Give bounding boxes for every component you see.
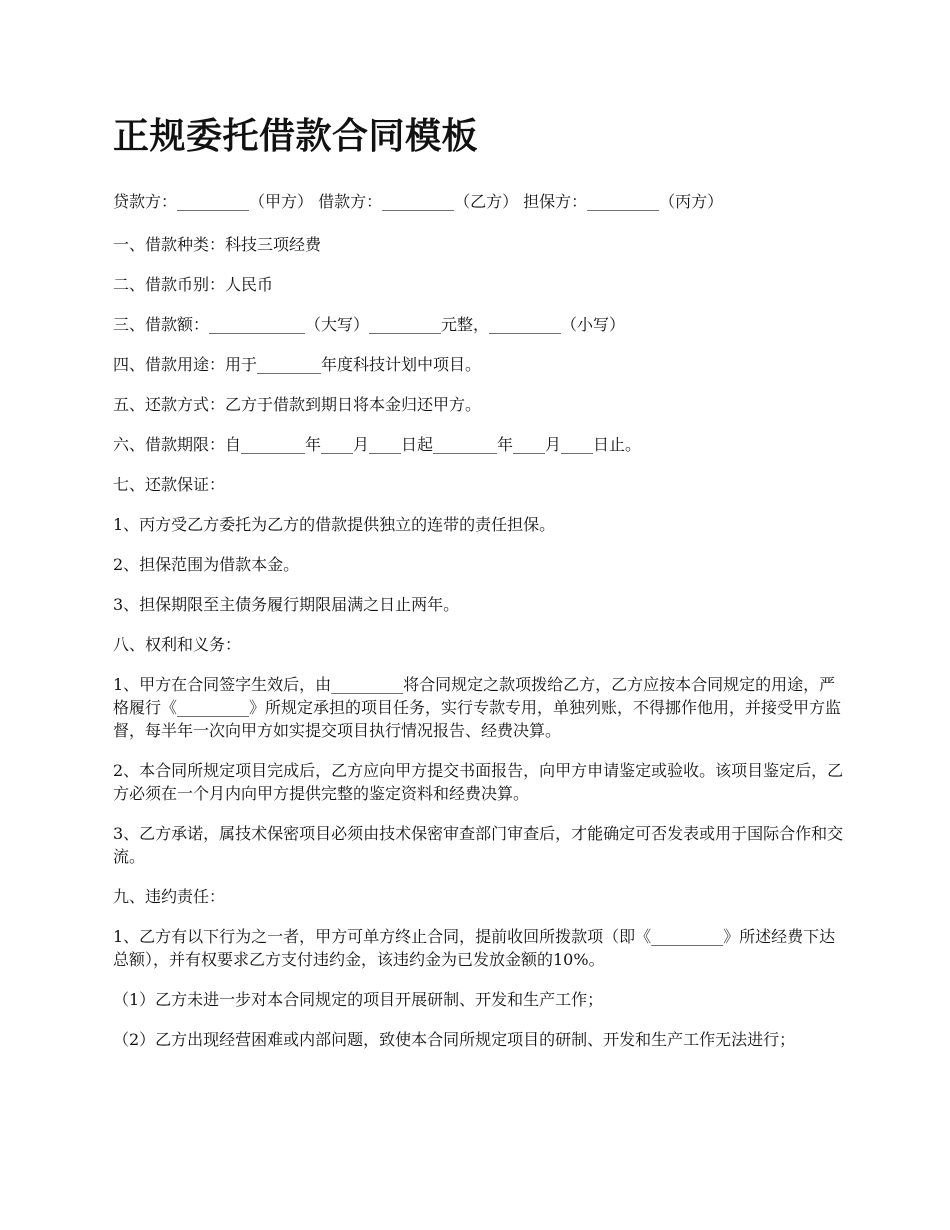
guarantee-item-1: 1、丙方受乙方委托为乙方的借款提供独立的连带的责任担保。 xyxy=(113,515,556,534)
liability-item-1: 1、乙方有以下行为之一者，甲方可单方终止合同，提前收回所拨款项（即《_________》所述经费下达总额），并有权要求乙方支付违约金，该违约金为已发放金额的10%。 xyxy=(113,927,836,969)
currency-clause: 二、借款币别：人民币 xyxy=(113,275,274,294)
rights-obligations-heading: 八、权利和义务： xyxy=(113,635,242,654)
document-body xyxy=(113,112,848,1068)
liability-heading: 九、违约责任： xyxy=(113,887,226,906)
loan-amount-clause: 三、借款额：____________（大写）_________元整，_________（小写） xyxy=(113,315,626,334)
rights-item-3: 3、乙方承诺，属技术保密项目必须由技术保密审查部门审查后，才能确定可否发表或用于国际合作和交流。 xyxy=(113,824,844,866)
parties-line: 贷款方：_________（甲方） 借款方：_________（乙方） 担保方：_________（丙方） xyxy=(113,192,724,211)
rights-item-1: 1、甲方在合同签字生效后，由_________将合同规定之款项拨给乙方，乙方应按本合同规定的用途，严格履行《_________》所规定承担的项目任务，实行专款专用，单独列账，不得挪作他用，并接受甲方监督，每半年一次向甲方如实提交项目执行情况报告、经费决算。 xyxy=(113,675,842,740)
repayment-guarantee-heading: 七、还款保证： xyxy=(113,475,226,494)
repayment-method-clause: 五、还款方式：乙方于借款到期日将本金归还甲方。 xyxy=(113,395,482,414)
loan-type-clause: 一、借款种类：科技三项经费 xyxy=(113,235,322,254)
liability-subitem-2: （2）乙方出现经营困难或内部问题，致使本合同所规定项目的研制、开发和生产工作无法进行； xyxy=(113,1030,796,1049)
document-title: 正规委托借款合同模板 xyxy=(113,115,479,157)
rights-item-2: 2、本合同所规定项目完成后，乙方应向甲方提交书面报告，向甲方申请鉴定或验收。该项目鉴定后，乙方必须在一个月内向甲方提供完整的鉴定资料和经费决算。 xyxy=(113,761,844,803)
loan-term-clause: 六、借款期限：自________年____月____日起________年____月____日止。 xyxy=(113,435,642,454)
guarantee-item-2: 2、担保范围为借款本金。 xyxy=(113,555,300,574)
guarantee-item-3: 3、担保期限至主债务履行期限届满之日止两年。 xyxy=(113,595,460,614)
loan-purpose-clause: 四、借款用途：用于________年度科技计划中项目。 xyxy=(113,355,482,374)
liability-subitem-1: （1）乙方未进一步对本合同规定的项目开展研制、开发和生产工作； xyxy=(113,990,604,1009)
